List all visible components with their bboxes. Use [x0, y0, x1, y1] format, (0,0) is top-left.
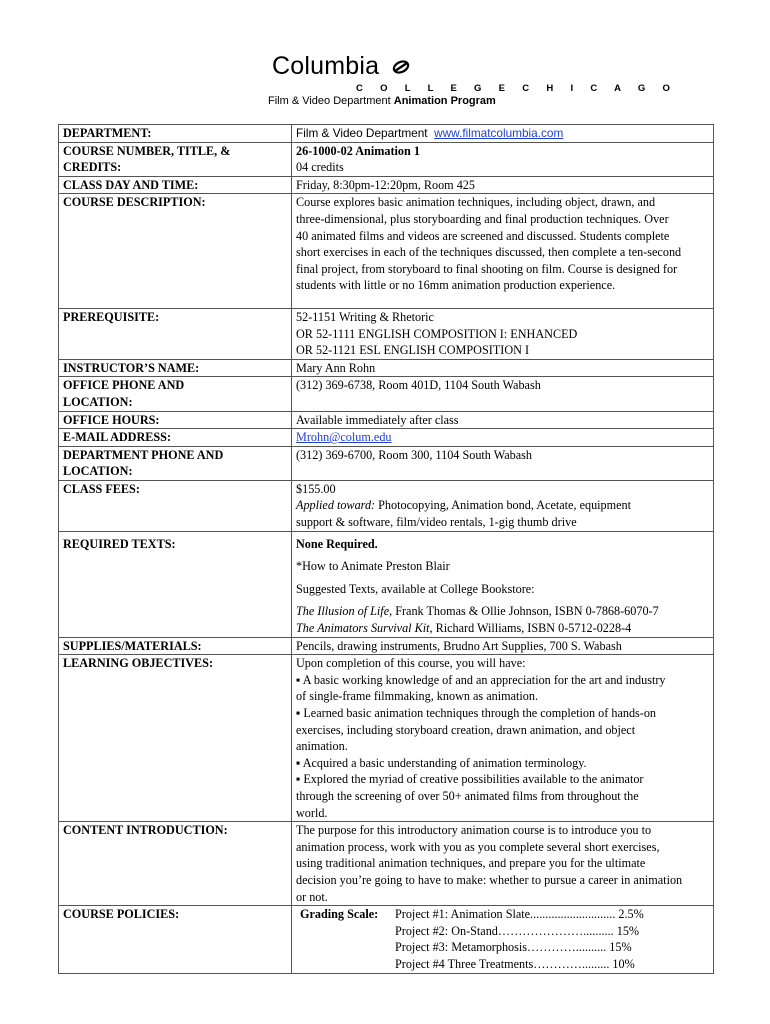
- suggested-text-1: [296, 603, 709, 620]
- texts-book: *How to Animate Preston Blair: [296, 559, 450, 574]
- prerequisite-line: OR 52-1121 ESL ENGLISH COMPOSITION I: [296, 343, 530, 358]
- grading-item: Project #4 Three Treatments…………......... 10%: [395, 956, 635, 971]
- value-description: [292, 194, 714, 309]
- row-description: [59, 194, 714, 309]
- description-line: Course explores basic animation techniques, including object, drawn, and: [296, 195, 656, 210]
- description-line: final project, from storyboard to final shooting on film. Course is designed for: [296, 261, 678, 276]
- suggested-text-2-details: Richard Williams, ISBN 0-5712-0228-4: [432, 621, 632, 636]
- row-department: [59, 125, 714, 143]
- objective-line: of single-frame filmmaking, known as animation.: [296, 689, 539, 704]
- fees-applied: [296, 497, 709, 514]
- value-prerequisite: [292, 308, 714, 359]
- suggested-text-1-details: Frank Thomas & Ollie Johnson, ISBN 0-7868-6070-7: [392, 604, 659, 619]
- objective-line: exercises, including storyboard creation, drawn animation, and object: [296, 722, 636, 737]
- fees-applied-text: Photocopying, Animation bond, Acetate, equipment: [375, 498, 632, 513]
- label-instructor: INSTRUCTOR’S NAME:: [59, 359, 292, 377]
- content-line: animation process, work with you as you complete several short exercises,: [296, 839, 660, 854]
- grading-row: [296, 906, 709, 923]
- label-dept-phone-line: LOCATION:: [63, 464, 133, 479]
- label-description: COURSE DESCRIPTION:: [59, 194, 292, 309]
- label-course-line: COURSE NUMBER, TITLE, &: [63, 143, 231, 158]
- objective-line: animation.: [296, 739, 348, 754]
- label-course: [59, 142, 292, 176]
- grading-item: Project #2: On-Stand………………….......... 15%: [395, 923, 640, 938]
- value-instructor: Mary Ann Rohn: [292, 359, 714, 377]
- columbia-logo-icon: [392, 60, 410, 74]
- row-fees: [59, 480, 714, 531]
- suggested-text-2-title: The Animators Survival Kit,: [296, 621, 433, 636]
- value-class-time: Friday, 8:30pm-12:20pm, Room 425: [292, 176, 714, 194]
- row-email: [59, 429, 714, 447]
- label-office-phone-line: LOCATION:: [63, 394, 133, 409]
- syllabus-table: [58, 124, 714, 974]
- label-course-line: CREDITS:: [63, 160, 122, 175]
- grading-item: Project #3: Metamorphosis………….......... 15%: [395, 940, 632, 955]
- label-department: DEPARTMENT:: [59, 125, 292, 143]
- content-line: The purpose for this introductory animation course is to introduce you to: [296, 823, 652, 838]
- description-line: 40 animated films and videos are screened and discussed. Students complete: [296, 228, 670, 243]
- objective-line: Upon completion of this course, you will have:: [296, 656, 526, 671]
- program-name: Animation Program: [393, 95, 496, 107]
- program-line: [268, 95, 496, 107]
- value-office-hours: Available immediately after class: [292, 411, 714, 429]
- value-course: [292, 142, 714, 176]
- label-office-phone-line: OFFICE PHONE AND: [63, 378, 185, 393]
- value-policies: [292, 906, 714, 973]
- value-texts: [292, 531, 714, 637]
- content-line: using traditional animation techniques, and prepare you for the ultimate: [296, 856, 646, 871]
- label-office-hours: OFFICE HOURS:: [59, 411, 292, 429]
- content-line: or not.: [296, 889, 328, 904]
- objective-line: world.: [296, 805, 328, 820]
- value-department: [292, 125, 714, 143]
- row-content: [59, 822, 714, 906]
- texts-none: None Required.: [296, 536, 378, 551]
- description-line: short exercises in each of the techniques discussed, then complete a ten-second: [296, 245, 682, 260]
- row-instructor: [59, 359, 714, 377]
- label-texts: REQUIRED TEXTS:: [59, 531, 292, 637]
- objective-line: ▪ Explored the myriad of creative possibilities available to the animator: [296, 772, 644, 787]
- grading-item: Project #1: Animation Slate............................ 2.5%: [395, 907, 644, 922]
- department-text: Film & Video Department: [296, 126, 428, 140]
- label-content: CONTENT INTRODUCTION:: [59, 822, 292, 906]
- grading-row: [296, 939, 709, 956]
- objective-line: ▪ Acquired a basic understanding of animation terminology.: [296, 755, 587, 770]
- row-dept-phone: [59, 446, 714, 480]
- content-line: decision you’re going to have to make: whether to pursue a career in animation: [296, 872, 683, 887]
- label-objectives: LEARNING OBJECTIVES:: [59, 655, 292, 822]
- value-content: [292, 822, 714, 906]
- fees-applied-label: Applied toward:: [296, 498, 376, 513]
- value-dept-phone: (312) 369-6700, Room 300, 1104 South Wabash: [292, 446, 714, 480]
- label-prerequisite: PREREQUISITE:: [59, 308, 292, 359]
- description-line: students with little or no 16mm animation production experience.: [296, 278, 616, 293]
- label-policies: COURSE POLICIES:: [59, 906, 292, 973]
- grading-scale-label: Grading Scale:: [300, 907, 379, 922]
- row-office-phone: [59, 377, 714, 411]
- department-name: Film & Video Department: [268, 95, 391, 107]
- department-website-link[interactable]: www.filmatcolumbia.com: [434, 126, 564, 140]
- label-class-time: CLASS DAY AND TIME:: [59, 176, 292, 194]
- label-supplies: SUPPLIES/MATERIALS:: [59, 637, 292, 655]
- label-office-phone: [59, 377, 292, 411]
- suggested-text-1-title: The Illusion of Life,: [296, 604, 393, 619]
- value-office-phone: (312) 369-6738, Room 401D, 1104 South Wabash: [292, 377, 714, 411]
- row-office-hours: [59, 411, 714, 429]
- row-class-time: [59, 176, 714, 194]
- row-policies: [59, 906, 714, 973]
- value-supplies: Pencils, drawing instruments, Brudno Art Supplies, 700 S. Wabash: [292, 637, 714, 655]
- objective-line: ▪ A basic working knowledge of and an appreciation for the art and industry: [296, 672, 666, 687]
- suggested-text-2: [296, 620, 709, 637]
- label-dept-phone-line: DEPARTMENT PHONE AND: [63, 447, 224, 462]
- objective-line: ▪ Learned basic animation techniques through the completion of hands-on: [296, 706, 657, 720]
- college-name: Columbia: [272, 52, 380, 80]
- prerequisite-line: OR 52-1111 ENGLISH COMPOSITION I: ENHANCED: [296, 326, 578, 341]
- label-fees: CLASS FEES:: [59, 480, 292, 531]
- college-subtitle: C O L L E G E C H I C A G O: [356, 83, 678, 94]
- label-dept-phone: [59, 446, 292, 480]
- row-texts: [59, 531, 714, 637]
- description-line: three-dimensional, plus storyboarding and final production techniques. Over: [296, 211, 669, 226]
- row-prerequisite: [59, 308, 714, 359]
- grading-row: [296, 956, 709, 973]
- course-credits: 04 credits: [296, 160, 344, 175]
- row-course: [59, 142, 714, 176]
- grading-row: [296, 923, 709, 940]
- value-fees: [292, 480, 714, 531]
- document-header: [0, 0, 770, 120]
- course-title: 26-1000-02 Animation 1: [296, 143, 420, 158]
- email-link[interactable]: Mrohn@colum.edu: [296, 430, 392, 445]
- fees-amount: $155.00: [296, 481, 336, 496]
- prerequisite-line: 52-1151 Writing & Rhetoric: [296, 309, 434, 324]
- fees-applied-cont: support & software, film/video rentals, 1-gig thumb drive: [296, 515, 577, 530]
- objective-line: through the screening of over 50+ animated films from throughout the: [296, 788, 639, 803]
- texts-suggested: Suggested Texts, available at College Bookstore:: [296, 581, 535, 596]
- label-email: E-MAIL ADDRESS:: [59, 429, 292, 447]
- row-supplies: [59, 637, 714, 655]
- row-objectives: [59, 655, 714, 822]
- value-email: [292, 429, 714, 447]
- value-objectives: [292, 655, 714, 822]
